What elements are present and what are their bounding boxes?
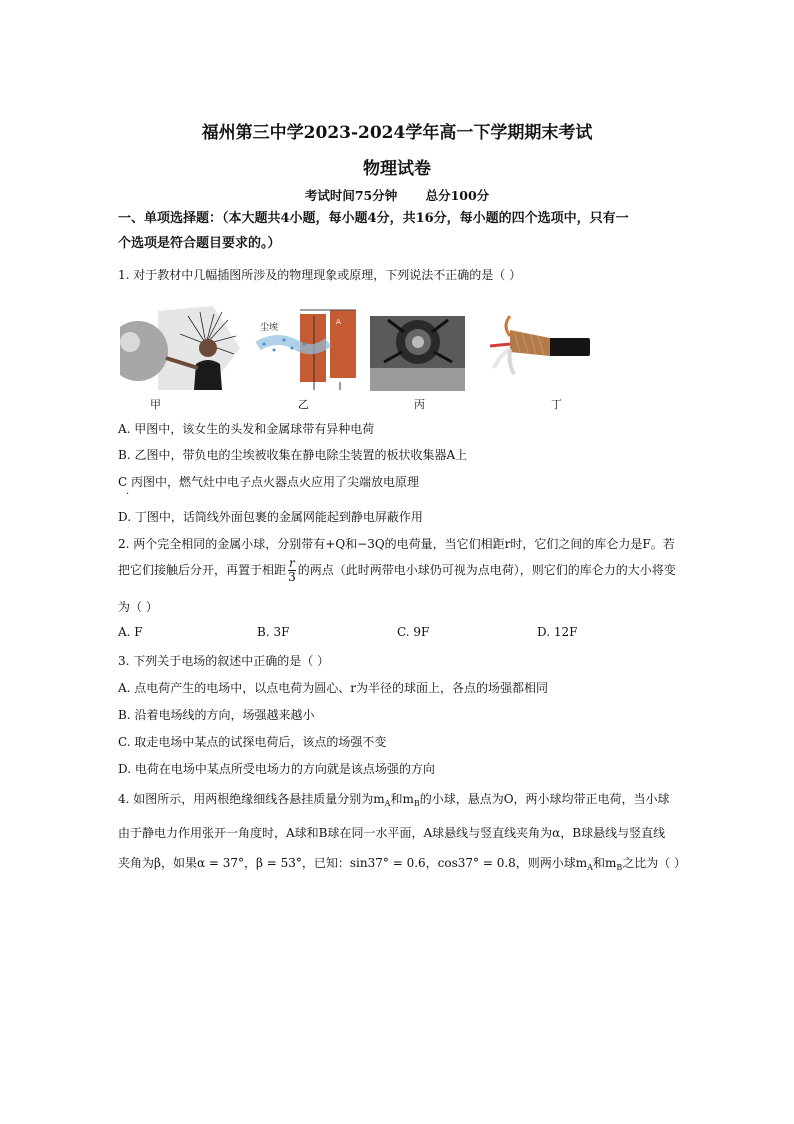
q4-line3-sub-a: A [587, 863, 593, 872]
q1-stem: 1. 对于教材中几幅插图所涉及的物理现象或原理，下列说法不正确的是（ ） [118, 268, 522, 282]
q4-line1-part1: 4. 如图所示，用两根绝缘细线各悬挂质量分别为m [118, 792, 385, 806]
figure-bing [370, 316, 465, 391]
section-heading-line1: 一、单项选择题：（本大题共4小题，每小题4分，共16分，每小题的四个选项中，只有一 [118, 211, 629, 226]
q3-stem: 3. 下列关于电场的叙述中正确的是（ ） [118, 654, 330, 668]
q2-stem-line2-part1: 把它们接触后分开，再置于相距 [118, 563, 287, 577]
fig-label-yi: 乙 [298, 398, 309, 411]
exam-score: 总分100分 [425, 188, 490, 203]
figure-jia [118, 306, 240, 391]
exam-meta [0, 186, 794, 204]
q2-stem-line2 [118, 557, 676, 584]
figure-yi [258, 310, 356, 390]
fig-label-bing: 丙 [414, 398, 425, 411]
figure-ding [490, 316, 590, 374]
q2-fraction-num: r [289, 556, 295, 570]
exam-title: 福州第三中学2023-2024学年高一下学期期末考试 [201, 123, 593, 143]
fig2-plate-label: A [336, 318, 341, 326]
q1-option-a: A. 甲图中，该女生的头发和金属球带有异种电荷 [118, 422, 375, 436]
q4-line3-part2: 和m [592, 856, 617, 870]
q2-stem-line1: 2. 两个完全相同的金属小球，分别带有+Q和−3Q的电荷量，当它们相距r时，它们之间的库仑力是F。若 [118, 537, 675, 551]
q1-option-c: C 丙图中，燃气灶中电子点火器点火应用了尖端放电原理 [118, 475, 419, 489]
q4-stem-line2: 由于静电力作用张开一角度时，A球和B球在同一水平面，A球悬线与竖直线夹角为α，B球悬线与竖直线 [118, 826, 666, 840]
fig-label-jia: 甲 [150, 398, 161, 411]
q2-fraction-den: 3 [288, 570, 296, 584]
q4-line1-sub-a: A [384, 799, 391, 808]
section-heading [118, 206, 698, 256]
exam-time: 考试时间75分钟 [304, 188, 398, 203]
q2-option-b: B. 3F [257, 625, 290, 639]
q2-option-d: D. 12F [537, 625, 578, 639]
q4-line3-part1: 夹角为β，如果α = 37°，β = 53°，已知：sin37° = 0.6，cos37° = 0.8，则两小球m [118, 856, 588, 870]
q4-stem-line3 [118, 854, 686, 872]
q2-option-c: C. 9F [397, 625, 430, 639]
exam-subtitle: 物理试卷 [363, 159, 431, 179]
section-heading-line2: 个选项是符合题目要求的。） [118, 236, 281, 251]
fig-label-ding: 丁 [551, 398, 562, 411]
q1-option-d: D. 丁图中，话筒线外面包裹的金属网能起到静电屏蔽作用 [118, 510, 423, 524]
q4-line3-part3: 之比为（ ） [622, 856, 687, 870]
q3-option-b: B. 沿着电场线的方向，场强越来越小 [118, 708, 315, 722]
q3-option-d: D. 电荷在电场中某点所受电场力的方向就是该点场强的方向 [118, 762, 435, 776]
q3-option-a: A. 点电荷产生的电场中，以点电荷为圆心、r为半径的球面上，各点的场强都相同 [118, 681, 549, 695]
q3-option-c: C. 取走电场中某点的试探电荷后，该点的场强不变 [118, 735, 387, 749]
q1-option-b: B. 乙图中，带负电的尘埃被收集在静电除尘装置的板状收集器A上 [118, 448, 468, 462]
option-c-dot: · [126, 489, 130, 500]
q4-line1-part2: 和m [390, 792, 414, 806]
q4-line3-sub-b: B [616, 863, 623, 872]
q2-stem-line3: 为（ ） [118, 600, 158, 614]
q2-stem-line2-part2: 的两点（此时两带电小球仍可视为点电荷），则它们的库仑力的大小将变 [297, 563, 676, 577]
q2-option-a: A. F [118, 625, 143, 639]
fig2-dust-label: 尘埃 [260, 323, 279, 333]
q1-figures [118, 306, 618, 391]
q4-line1-sub-b: B [413, 799, 420, 808]
q4-stem-line1 [118, 790, 670, 808]
q4-line1-part3: 的小球，悬点为O，两小球均带正电荷，当小球 [419, 792, 670, 806]
q2-fraction [288, 557, 296, 584]
